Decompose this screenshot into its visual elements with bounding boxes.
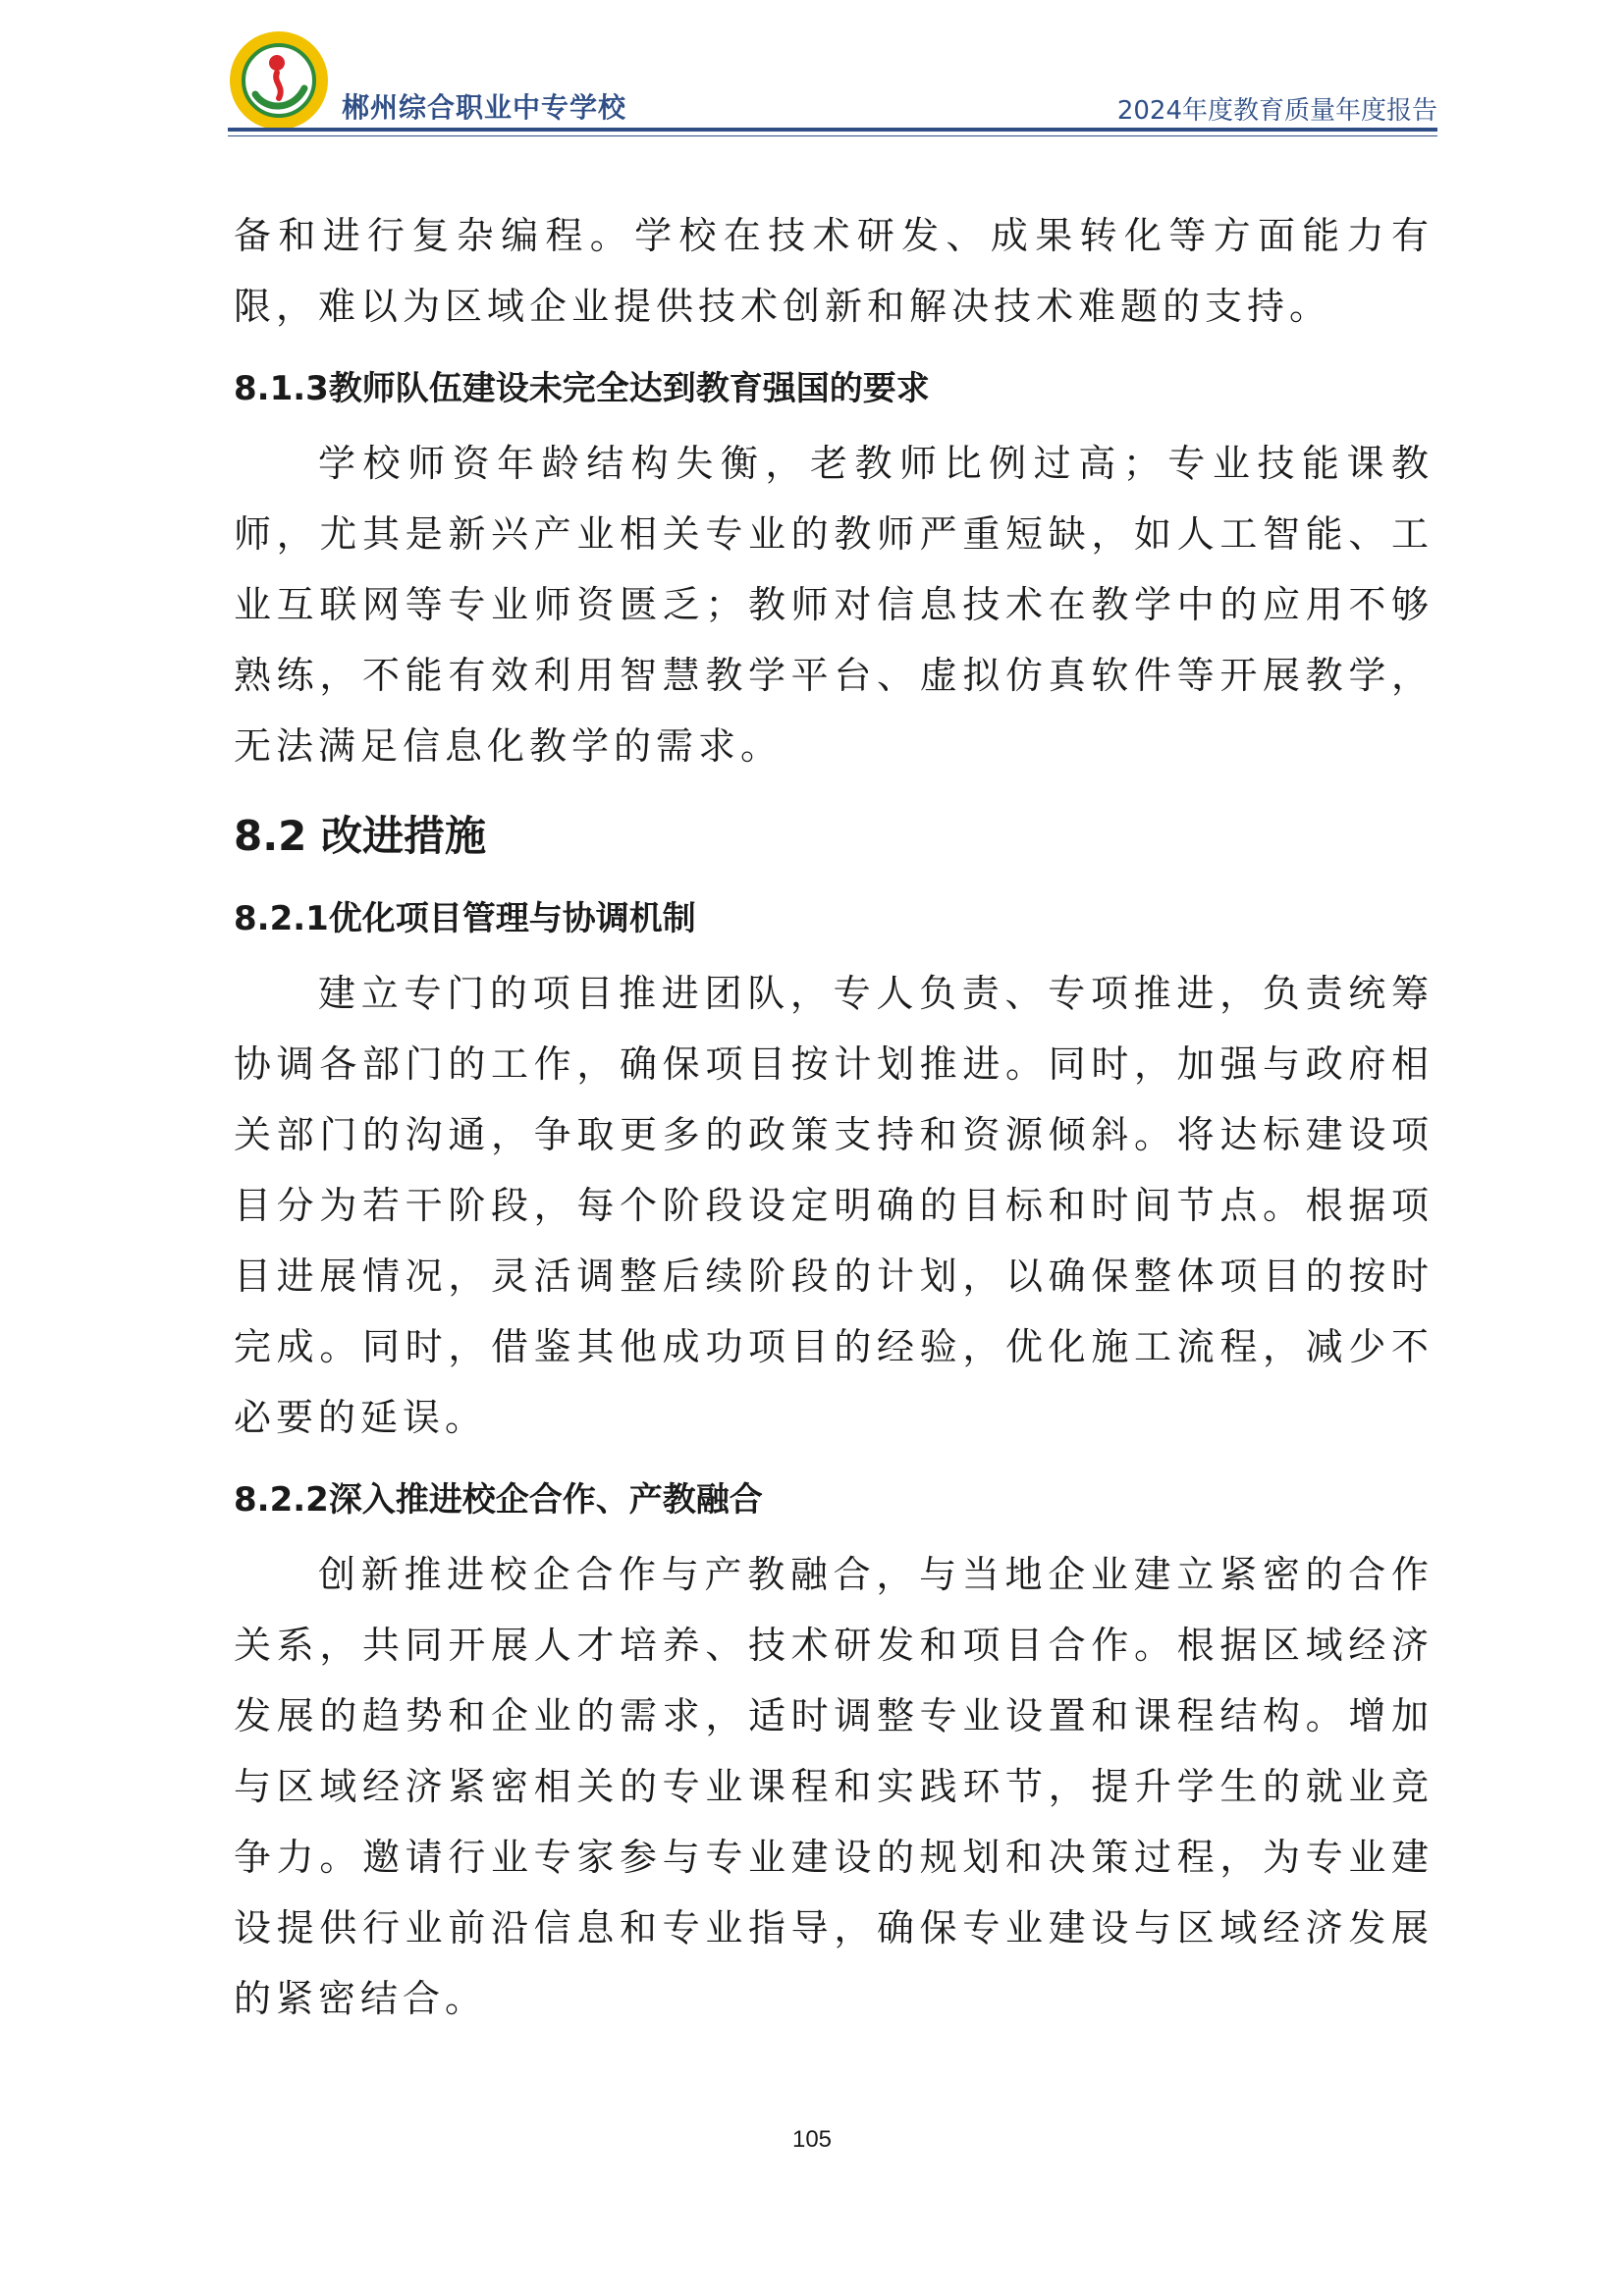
heading-8-2-1: 8.2.1优化项目管理与协调机制 — [234, 899, 696, 938]
header-rule-thin — [228, 135, 1437, 136]
school-logo — [228, 29, 330, 132]
heading-8-2-2: 8.2.2深入推进校企合作、产教融合 — [234, 1480, 763, 1520]
intro-paragraph: 备和进行复杂编程。学校在技术研发、成果转化等方面能力有限，难以为区域企业提供技术创新和解决技术难题的支持。 — [234, 214, 1434, 328]
header-rule-thick — [228, 128, 1437, 132]
heading-8-2: 8.2 改进措施 — [234, 812, 487, 860]
report-title: 2024年度教育质量年度报告 — [1116, 96, 1437, 126]
school-name: 郴州综合职业中专学校 — [342, 91, 627, 124]
paragraph-8-2-2: 创新推进校企合作与产教融合，与当地企业建立紧密的合作关系，共同开展人才培养、技术研发和项目合作。根据区域经济发展的趋势和企业的需求，适时调整专业设置和课程结构。增加与区域经济紧密相关的专业课程和实践环节，提升学生的就业竞争力。邀请行业专家参与专业建设的规划和决策过程，为专业建设提供行业前沿信息和专业指导，确保专业建设与区域经济发展的紧密结合。 — [234, 1553, 1434, 2020]
paragraph-8-1-3: 学校师资年龄结构失衡，老教师比例过高；专业技能课教师，尤其是新兴产业相关专业的教师严重短缺，如人工智能、工业互联网等专业师资匮乏；教师对信息技术在教学中的应用不够熟练，不能有效利用智慧教学平台、虚拟仿真软件等开展教学，无法满足信息化教学的需求。 — [234, 442, 1434, 768]
paragraph-8-2-1: 建立专门的项目推进团队，专人负责、专项推进，负责统筹协调各部门的工作，确保项目按计划推进。同时，加强与政府相关部门的沟通，争取更多的政策支持和资源倾斜。将达标建设项目分为若干阶段，每个阶段设定明确的目标和时间节点。根据项目进展情况，灵活调整后续阶段的计划，以确保整体项目的按时完成。同时，借鉴其他成功项目的经验，优化施工流程，减少不必要的延误。 — [234, 972, 1434, 1439]
logo-red-dot — [269, 55, 285, 71]
heading-8-1-3: 8.1.3教师队伍建设未完全达到教育强国的要求 — [234, 369, 930, 408]
page-content — [234, 208, 1434, 2034]
page-header — [228, 29, 1437, 137]
page-number: 105 — [791, 2126, 833, 2153]
